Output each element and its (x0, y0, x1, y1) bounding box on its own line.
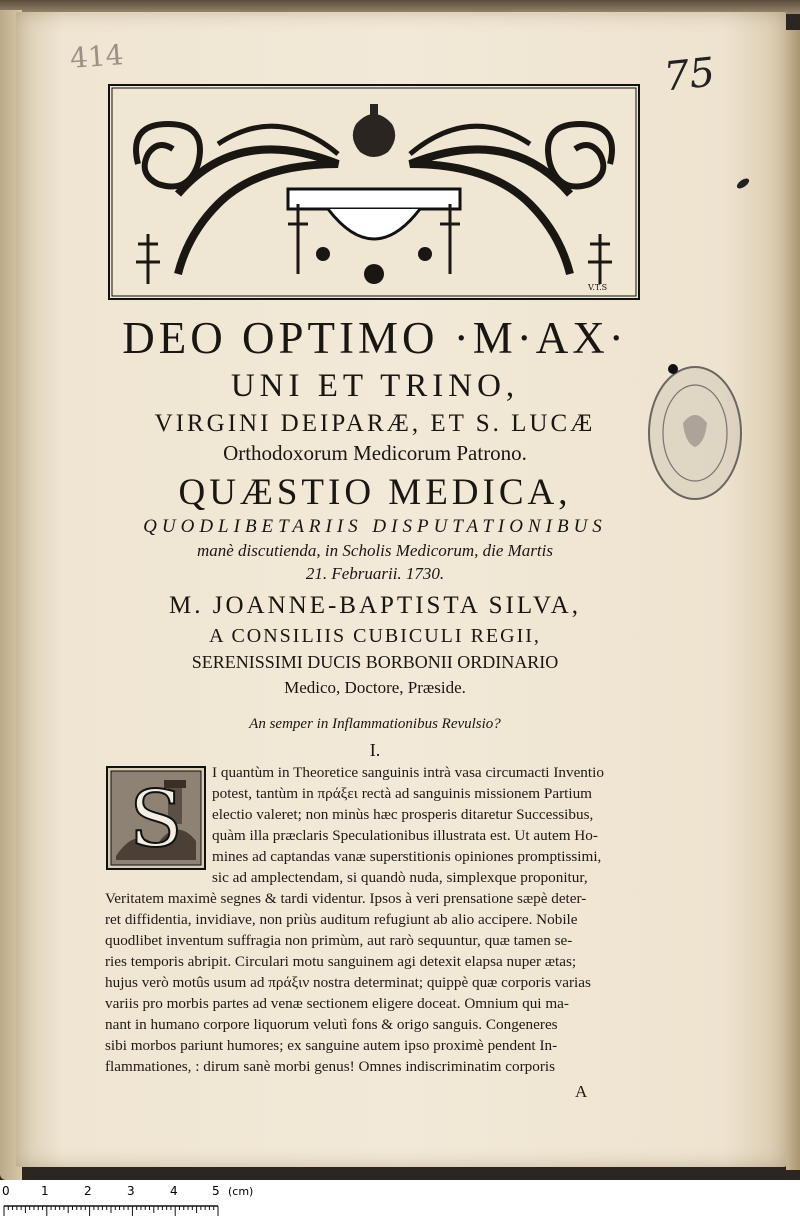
scale-label: 2 (84, 1184, 92, 1198)
body-line: electio valeret; non minùs hæc prosperis ditaretur Successibus, (212, 806, 594, 823)
disputation-line: QUODLIBETARIIS DISPUTATIONIBUS (143, 516, 607, 537)
scale-label: 1 (41, 1184, 49, 1198)
body-line: variis pro morbis partes ad venæ sectionem eligere doceat. Omnium qui ma- (105, 995, 569, 1012)
handwritten-number-right: 75 (661, 49, 718, 101)
body-line: flammationes, : dirum sanè morbi genus! Omnes indiscriminatim corporis (105, 1058, 556, 1075)
president-title-1: A CONSILIIS CUBICULI REGII, (209, 625, 541, 647)
signature-mark: A (575, 1082, 588, 1101)
decorated-initial (106, 766, 206, 870)
scale-label: 5 (212, 1184, 220, 1198)
president-title-3: Medico, Doctore, Præside. (284, 678, 466, 697)
president-name: M. JOANNE-BAPTISTA SILVA, (169, 592, 581, 619)
scale-label: 3 (127, 1184, 135, 1198)
dedication-line-4: Orthodoxorum Medicorum Patrono. (223, 441, 527, 465)
initial-letter: S (129, 775, 183, 865)
body-line: nant in humano corpore liquorum velutì fons & origo sanguis. Congeneres (105, 1016, 558, 1033)
body-line: ries temporis abripit. Circulari motu sanguinem agi detexit elapsa nuper ætas; (105, 953, 577, 970)
measurement-scale (0, 1180, 800, 1218)
body-line: sibi morbos pariunt humores; ex sanguine autem ipso proximè pendent In- (105, 1037, 558, 1054)
body-line: quodlibet inventum suffragia non primùm, aut rarò sequuntur, quæ tamen se- (105, 932, 573, 949)
thesis-question: An semper in Inflammationibus Revulsio? (249, 716, 501, 732)
dedication-line-3: VIRGINI DEIPARÆ, ET S. LUCÆ (154, 410, 596, 437)
body-line: quàm illa præclaris Speculationibus illustrata est. Ut autem Ho- (212, 827, 598, 844)
body-line: potest, tantùm in πράξει rectà ad sanguinis missionem Partium (212, 785, 592, 802)
scale-unit: (cm) (228, 1185, 254, 1198)
body-line: sic ad amplectendam, si quandò nuda, simplexque proponitur, (212, 869, 588, 886)
handwritten-number-left: 414 (68, 38, 125, 75)
scale-label: 4 (170, 1184, 178, 1198)
venue-line: manè discutienda, in Scholis Medicorum, die Martis (196, 541, 553, 560)
date-line: 21. Februarii. 1730. (305, 564, 445, 583)
library-stamp (645, 363, 745, 503)
section-number: I. (369, 740, 381, 760)
body-line: I quantùm in Theoretice sanguinis intrà vasa circumacti Inventio (212, 764, 604, 781)
body-line: hujus verò motûs usum ad πράξιν nostra determinat; quippè quæ corporis varias (105, 974, 591, 991)
ornament-initials: V.T.S (588, 283, 608, 292)
scale-label: 0 (2, 1184, 10, 1198)
right-page-edge (786, 30, 800, 1170)
dedication-line-2: UNI ET TRINO, (230, 368, 520, 404)
body-line: Veritatem maximè segnes & tardi videntur. Ipsos à veri prensatione sæpè deter- (105, 890, 587, 907)
ornament-header (108, 84, 640, 300)
document-title: QUÆSTIO MEDICA, (178, 472, 572, 513)
body-line: ret diffidentia, invidiave, non priùs auditum refugiunt ab alio accipere. Nobile (105, 911, 578, 928)
dedication-line-1: DEO OPTIMO ·M·AX· (122, 313, 628, 363)
president-title-2: SERENISSIMI DUCIS BORBONII ORDINARIO (191, 652, 559, 672)
body-line: mines ad captandas vanæ superstitionis opiniones promptissimi, (212, 848, 602, 865)
